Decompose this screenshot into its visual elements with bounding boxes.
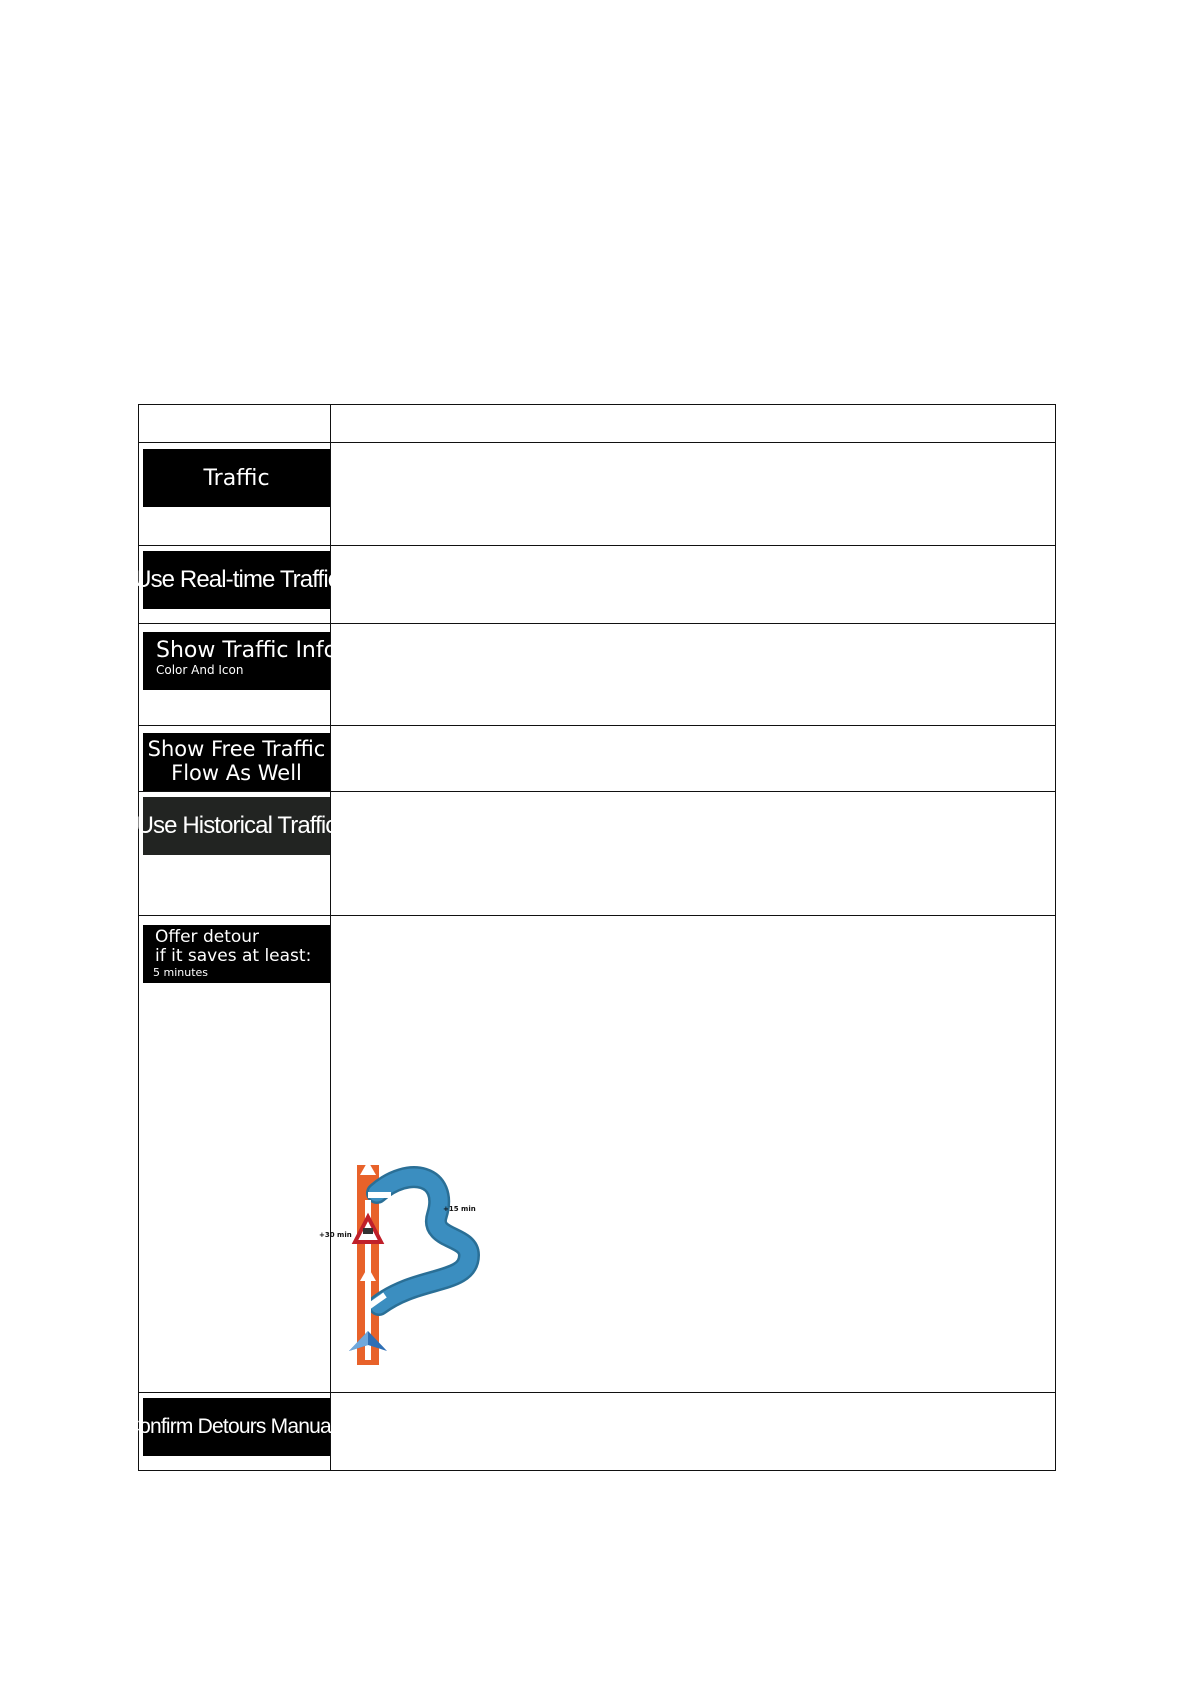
car-icon (363, 1228, 373, 1234)
free-flow-line1: Show Free Traffic (147, 737, 326, 761)
detour-illustration (319, 1155, 519, 1375)
row-divider (139, 545, 1055, 546)
row-divider (139, 725, 1055, 726)
offer-detour-line1: Offer detour (155, 927, 260, 947)
show-traffic-info-label: Show Traffic Info (156, 638, 338, 663)
settings-table (124, 404, 1056, 1471)
show-traffic-info-button[interactable] (143, 632, 338, 690)
detour-time-label: +15 min (443, 1205, 476, 1213)
row-divider (139, 791, 1055, 792)
offer-detour-line2: if it saves at least: (155, 946, 312, 966)
confirm-detours-manually-button[interactable]: Confirm Detours Manually (143, 1398, 330, 1456)
use-historical-traffic-button[interactable]: Use Historical Traffic (143, 797, 330, 855)
row-divider (139, 442, 1055, 443)
use-realtime-traffic-button[interactable]: Use Real-time Traffic (143, 551, 330, 609)
offer-detour-button[interactable] (143, 925, 330, 983)
offer-detour-value: 5 minutes (153, 966, 209, 979)
delay-label: +30 min (319, 1231, 352, 1239)
detour-diagram (319, 1155, 519, 1375)
show-traffic-info-sublabel: Color And Icon (156, 663, 244, 677)
show-free-traffic-flow-button[interactable] (143, 733, 330, 791)
traffic-button[interactable]: Traffic (143, 449, 330, 507)
row-divider (139, 1392, 1055, 1393)
row-divider (139, 915, 1055, 916)
free-flow-line2: Flow As Well (171, 761, 302, 785)
row-divider (139, 623, 1055, 624)
